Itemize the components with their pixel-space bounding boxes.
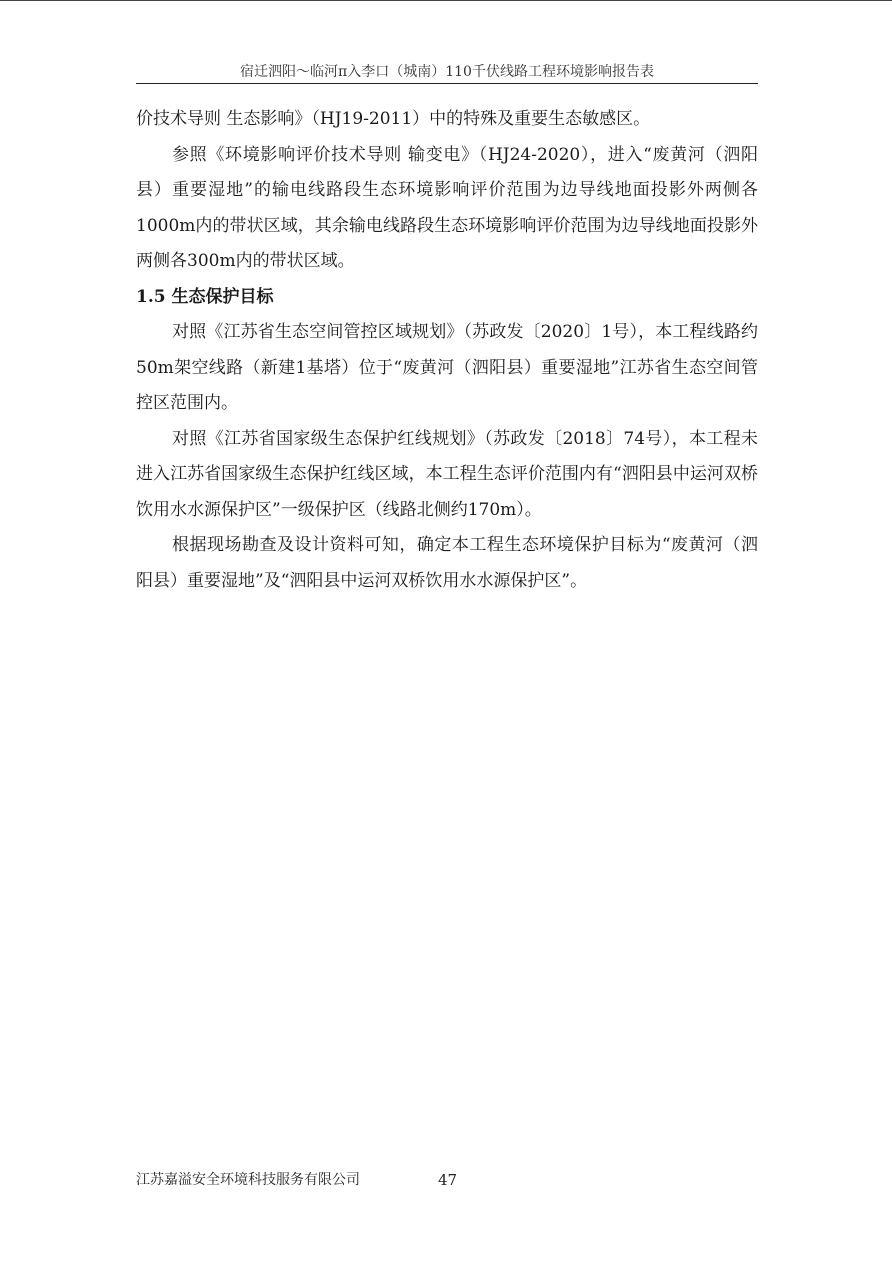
footer-company-name: 江苏嘉溢安全环境科技服务有限公司: [136, 1172, 360, 1188]
paragraph-control-zone: 对照《江苏省生态空间管控区域规划》（苏政发〔2020〕1号），本工程线路约50m架空线路（新建1基塔）位于“废黄河（泗阳县）重要湿地”江苏省生态空间管控区范围内。: [136, 322, 758, 413]
page-top-border: [0, 0, 892, 1]
paragraph-continuation: 价技术导则 生态影响》（HJ19-2011）中的特殊及重要生态敏感区。: [136, 109, 651, 129]
header-divider: [136, 83, 758, 84]
paragraph-red-line: 对照《江苏省国家级生态保护红线规划》（苏政发〔2018〕74号），本工程未进入江苏省国家级生态保护红线区域，本工程生态评价范围内有“泗阳县中运河双桥饮用水水源保护区”一级保护区（线路北侧约170m）。: [136, 428, 758, 520]
page-number: 47: [438, 1171, 458, 1189]
paragraph-evaluation-scope: 参照《环境影响评价技术导则 输变电》（HJ24-2020），进入“废黄河（泗阳县）重要湿地”的输电线路段生态环境影响评价范围为边导线地面投影外两侧各1000m内的带状区域，其余输电线路段生态环境影响评价范围为边导线地面投影外两侧各300m内的带状区域。: [136, 144, 758, 271]
paragraph-protection-targets: 根据现场勘查及设计资料可知，确定本工程生态环境保护目标为“废黄河（泗阳县）重要湿地”及“泗阳县中运河双桥饮用水水源保护区”。: [136, 535, 758, 591]
report-header-title: 宿迁泗阳～临河π入李口（城南）110千伏线路工程环境影响报告表: [240, 64, 654, 80]
document-body: [136, 102, 758, 599]
section-heading: 1.5 生态保护目标: [136, 286, 274, 307]
